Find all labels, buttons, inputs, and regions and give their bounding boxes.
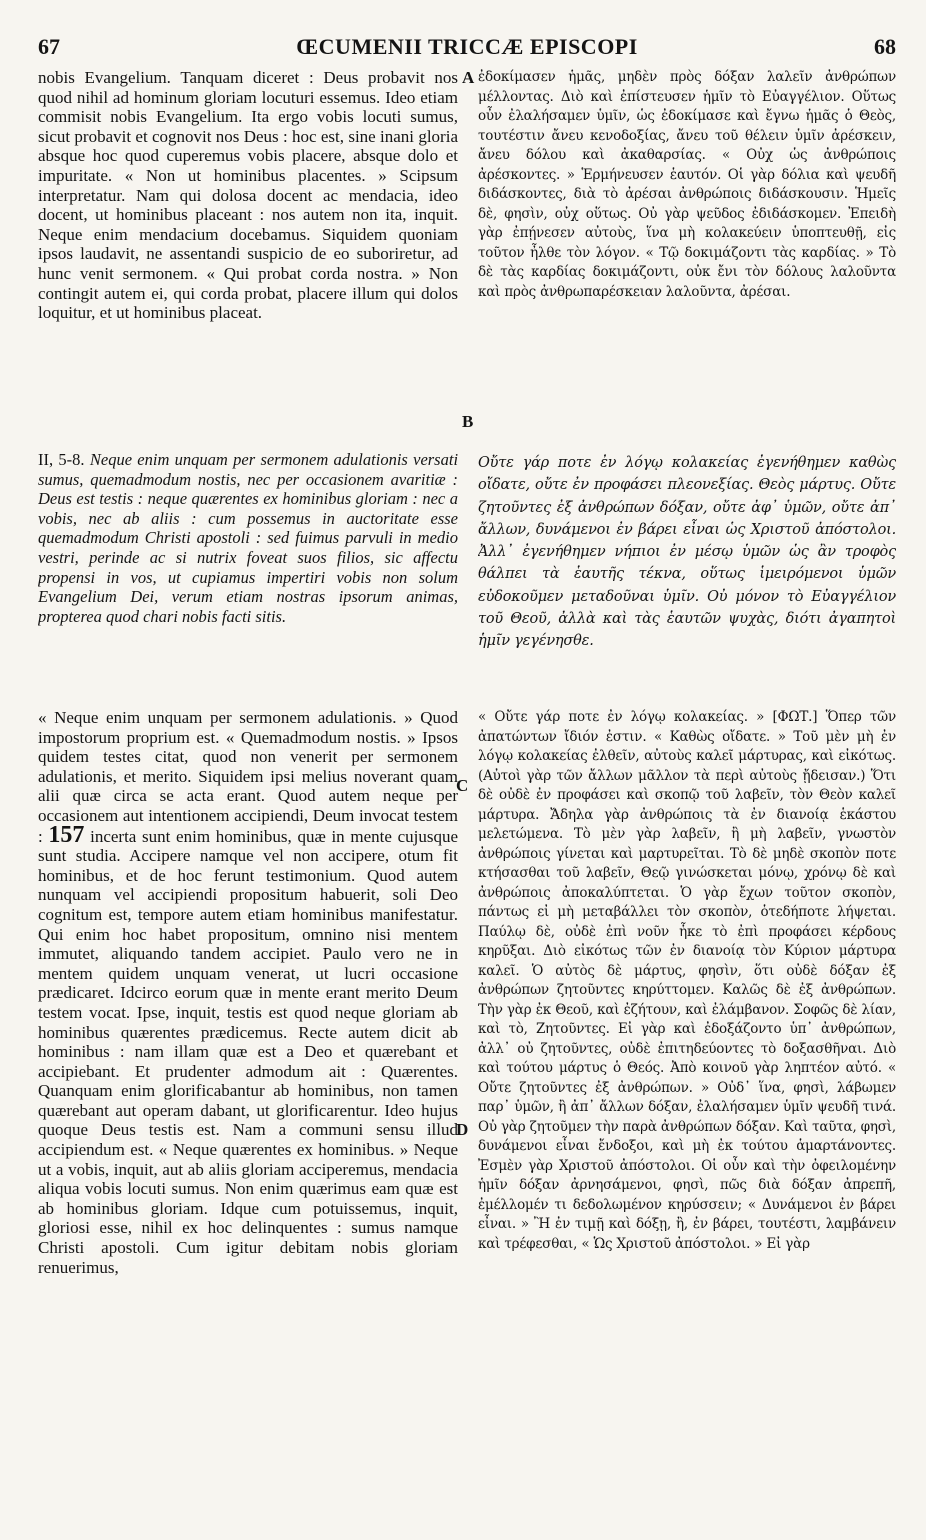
latin-scripture-text: Neque enim unquam per sermonem adulationis versati sumus, quemadmodum nostis, nec per occasionem avaritiæ : Deus est testis : neque quærentes ex hominibus gloriam : nec a vobis, nec ab aliis : cum possemus in auctoritate esse quemadmodum Christi apostoli : sed fuimus parvuli in medio vestri, perinde ac si nutrix foveat suos filios, sic affectu propensi in vos, ut cupiamus impertiri vobis non solum Evangelium Dei, verum etiam nostras ipsorum animas, propterea quod chari nobis facti sitis. <box>38 450 458 626</box>
margin-letter-a: A <box>462 68 475 87</box>
margin-letter-c: C <box>456 776 469 795</box>
running-title: ŒCUMENII TRICCÆ EPISCOPI <box>296 34 638 59</box>
verse-reference: II, 5-8. <box>38 450 85 469</box>
column-number: 157 <box>48 821 85 848</box>
page-number-right: 68 <box>874 34 896 59</box>
page-number-left: 67 <box>38 34 60 59</box>
greek-commentary-1: ἐδοκίμασεν ἡμᾶς, μηδὲν πρὸς δόξαν λαλεῖν ἀνθρώπων μέλλοντας. Διὸ καὶ ἐπίστευσεν ἡμῖν τὸ Εὐαγγέλιον. Οὕτως οὖν ἐλαλήσαμεν ὑμῖν, ὡς ἐδοκίμασε καὶ ἔγνω ἡμᾶς ὁ Θεὸς, τουτέστιν ἄνευ κενοδοξίας, ἄνευ τοῦ θέλειν ὑμῖν ἀρέσκειν, ἄνευ δόλου καὶ ἀκαθαρσίας. « Οὐχ ὡς ἀνθρώποις ἀρέσκοντες. » Ἑρμήνευσεν ἑαυτόν. Οἱ γὰρ δόλια καὶ ψευδῆ διδάσκοντες, διὰ τὸ ἀρέσαι ἀνθρώποις διδάσκουσιν. Ἡμεῖς δὲ, φησὶν, οὐχ οὕτως. Οὐ γὰρ ψεῦδος ἐδιδάσκομεν. Ἐπειδὴ γὰρ ἐπῄνεσεν αὐτοὺς, ἵνα μὴ κολακεύειν ὑποπτευθῇ, εἰς τοῦτον ἦλθε τὸν λόγον. « Τῷ δοκιμάζοντι τὰς καρδίας. » Τὸ δὲ τὰς καρδίας δοκιμάζοντι, οὐκ ἔνι τὸν δόλους λαλοῦντα καὶ πρὸς ἀνθρωπαρέσκειαν λαλοῦντα, ἀρέσαι. <box>478 69 896 300</box>
latin-commentary-2 <box>38 708 458 1528</box>
latin-commentary-2a: « Neque enim unquam per sermonem adulationis. » Quod impostorum proprium est. « Quemadmodum nostis. » Ipsos quidem testes citat, quod non venerit per sermonem adulationis, et merito. Siquidem ipsi melius noverant quam alii quæ circa se acta erant. Quod autem neque per occasionem aut intentionem accipiendi, Deum invocat testem : <box>38 708 458 846</box>
page-header <box>38 34 896 62</box>
latin-scripture-passage <box>38 450 458 698</box>
latin-commentary-1: nobis Evangelium. Tanquam diceret : Deus probavit nos quod nihil ad hominum gloriam locuturi essemus. Ideo etiam commisit nobis Evangelium. Ita ergo vobis locuti sumus, sicut probavit et cognovit nos Deus : hoc est, sine inani gloria absque hoc quod cuperemus vobis placere, absque dolo et impuritate. « Non ut hominibus placentes. » Scipsum interpretatur. Nam qui dolosa docent ac mendacia, ideo docent, ut hominibus placeant : nos autem non ita, inquit. Neque enim mendacium docebamus. Siquidem quoniam ipsos laudavit, ne assentandi suspicio de eo suboriretur, ad hunc venit sermonem. « Qui probat corda nostra. » Non contingit autem ei, qui corda probat, placere illum qui dolos loquitur, et ut hominibus placeat. <box>38 68 458 323</box>
margin-letter-b: B <box>462 412 474 431</box>
latin-commentary-2b: incerta sunt enim hominibus, quæ in mente cujusque sunt studia. Accipere namque vel non accipere, otum fit hominibus, et de hoc ferunt testimonium. Quod autem nunquam vel accipiendi propositum habuerit, soli Deo cognitum est, tempore autem etiam hominibus manifestatur. Qui enim hoc habet propositum, omnino nisi mentem immutet, aliquando tandem accipiet. Paulo vero ne in mentem quidem unquam venerat, ut lucri occasione prædicaret. Idcirco eorum quæ in mente erant merito Deum testem vocat. Ipse, inquit, testis est quod neque gloriam ab hominibus quærentes prædicemus. Recte autem dicit ab hominibus : nam illam quæ est a Deo et quærebant et accipiebant. Et prudenter admodum ait : Quærentes. Quanquam enim glorificabantur ab hominibus, non tamen quærebant aut operam dabant, ut glorificarentur. Ideo hujus quoque Deus testis est. Nam a communi sensu illud accipiendum est. « Neque quærentes ex hominibus. » Neque ut a vobis, inquit, aut ab aliis gloriam acciperemus, mendacia aliqua vobis locuti sumus. Non enim quærimus eam quæ est ab hominibus gloriam. Idque cum potuissemus, inquit, gloriosi esse, nihil ex hoc delinquentes : sumus namque Christi apostoli. Cum igitur debitam nobis gloriam renuerimus, <box>38 826 458 1277</box>
margin-letter-d: D <box>456 1120 469 1139</box>
greek-scripture-passage: Οὔτε γάρ ποτε ἐν λόγῳ κολακείας ἐγενήθημεν καθὼς οἴδατε, οὔτε ἐν προφάσει πλεονεξίας. Θεὸς μάρτυς. Οὔτε ζητοῦντες ἐξ ἀνθρώπων δόξαν, οὔτε ἀφ᾽ ὑμῶν, οὔτε ἀπ᾽ ἄλλων, δυνάμενοι ἐν βάρει εἶναι ὡς Χριστοῦ ἀπόστολοι. Ἀλλ᾽ ἐγενήθημεν νήπιοι ἐν μέσῳ ὑμῶν ὡς ἂν τροφὸς θάλπει τὰ ἑαυτῆς τέκνα, οὕτως ἱμειρόμενοι ὑμῶν εὐδοκοῦμεν μεταδοῦναι ὑμῖν. Οὐ μόνον τὸ Εὐαγγέλιον τοῦ Θεοῦ, ἀλλὰ καὶ τὰς ἑαυτῶν ψυχὰς, διότι ἀγαπητοὶ ἡμῖν γεγένησθε. <box>478 455 896 650</box>
greek-commentary-2: « Οὔτε γάρ ποτε ἐν λόγῳ κολακείας. » [ΦΩΤ.] Ὅπερ τῶν ἀπατώντων ἴδιόν ἐστιν. « Καθὼς οἴδατε. » Τοῦ μὲν μὴ ἐν λόγῳ κολακείας ἐλθεῖν, αὐτοὺς καλεῖ μάρτυρας, καὶ εἰκότως. (Αὐτοὶ γὰρ τῶν ἄλλων μᾶλλον τὰ περὶ αὐτοὺς ᾔδεισαν.) Ὅτι δὲ οὐδὲ ἐν προφάσει καὶ σκοπῷ τοῦ λαβεῖν, τὸν Θεὸν καλεῖ μάρτυρα. Ἄδηλα γὰρ ἀνθρώποις τὰ ἐν διανοίᾳ ἑκάστου μελετώμενα. Τὸ μὲν γὰρ λαβεῖν, ἢ μὴ λαβεῖν, γνωστὸν ἀνθρώποις γίνεται καὶ μαρτυρεῖται. Τὸ δὲ μηδὲ σκοπὸν ποτε κτήσασθαι τοῦ λαβεῖν, Θεῷ γινώσκεται μόνῳ, χρόνῳ δὲ καὶ ἀνθρώποις ἀποκαλύπτεται. Ὁ γὰρ ἔχων τοῦτον σκοπὸν, πάντως εἰ μὴ μεταβάλλει τὸν σκοπὸν, ὁτεδήποτε λήψεται. Παύλῳ δὲ, οὐδὲ ἐπὶ νοῦν ἧκε τὸ ἐπὶ προφάσει κέρδους κηρῦξαι. Διὸ εἰκότως τῶν ἐν διανοίᾳ τὸν Κύριον μάρτυρα καλεῖ. Ὁ αὐτὸς δὲ μάρτυς, φησὶν, ὅτι οὐδὲ δόξαν ἐξ ἀνθρώπων ζητοῦντες κηρύττομεν. Καλῶς δὲ ἐξ ἀνθρώπων. Τὴν γὰρ ἐκ Θεοῦ, καὶ ἐζήτουν, καὶ ἐλάμβανον. Σοφῶς δὲ λίαν, καὶ τὸ, Ζητοῦντες. Εἰ γὰρ καὶ ἐδοξάζοντο ὑπ᾽ ἀνθρώπων, ἀλλ᾽ οὐ ζητοῦντες, οὐδὲ ἐπιτηδεύοντες τὸ δοξασθῆναι. Διὸ καὶ τούτου μάρτυς ὁ Θεός. Ἀπὸ κοινοῦ γὰρ ληπτέον αὐτό. « Οὔτε ζητοῦντες ἐξ ἀνθρώπων. » Οὐδ᾽ ἵνα, φησὶ, λάβωμεν παρ᾽ ὑμῶν, ἢ ἀπ᾽ ἄλλων δόξαν, ἐλαλήσαμεν ὑμῖν ψευδῆ τινά. Οὐ γὰρ ζητοῦμεν τὴν παρὰ ἀνθρώπων δόξαν. Καὶ ταῦτα, φησὶ, δυνάμενοι εἶναι ἔνδοξοι, καὶ μὴ ἐκ τούτου ἁμαρτάνοντες. Ἐσμὲν γὰρ Χριστοῦ ἀπόστολοι. Οἱ οὖν καὶ τὴν ὀφειλομένην ἡμῖν δόξαν ἀρνησάμενοι, φησὶ, πῶς διὰ δόξαν ἀπρεπῆ, ἐμέλλομέν τι δεδολωμένον κηρύσσειν; « Δυνάμενοι ἐν βάρει εἶναι. » Ἢ ἐν τιμῇ καὶ δόξῃ, ἢ, ἐν βάρει, τουτέστι, λαμβάνειν καὶ τρέφεσθαι, « Ὡς Χριστοῦ ἀπόστολοι. » Εἰ γὰρ <box>478 709 896 1252</box>
